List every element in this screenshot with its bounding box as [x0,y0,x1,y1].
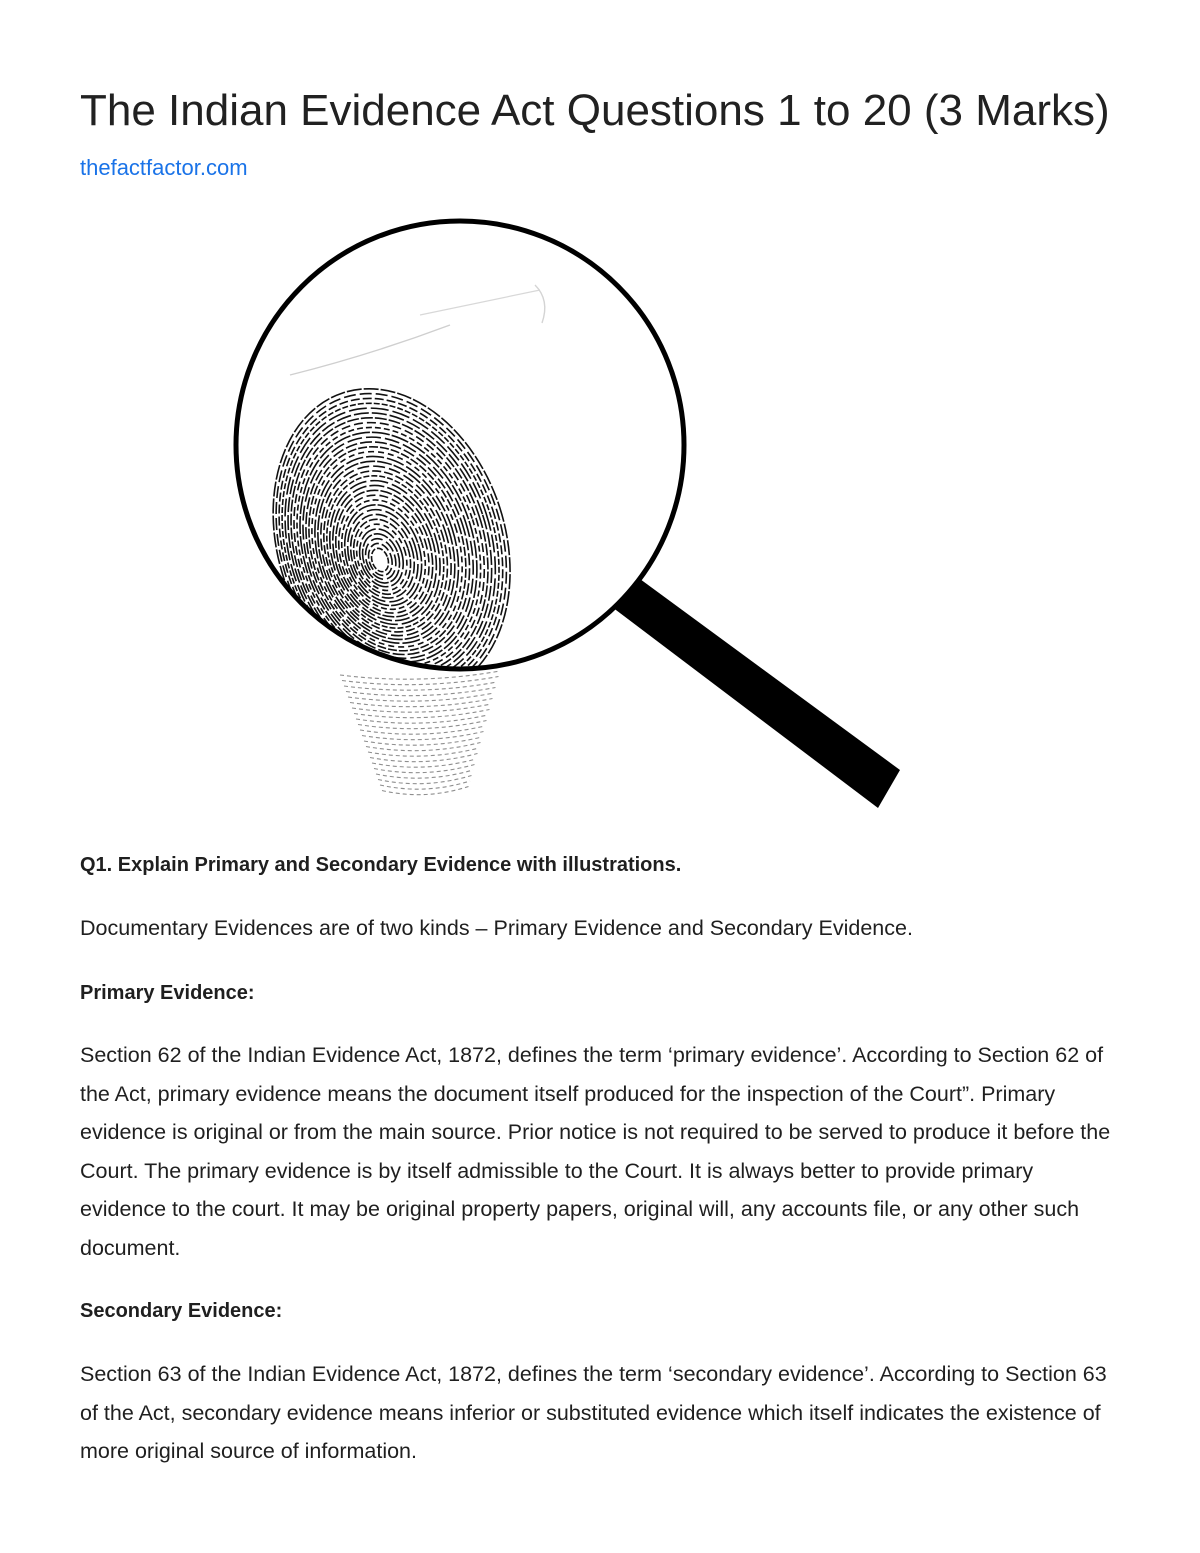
secondary-evidence-paragraph: Section 63 of the Indian Evidence Act, 1872, defines the term ‘secondary evidence’. According to Section 63 of the Act, secondary evidence means inferior or substituted evidence which itself indicates the existence of more original source of information. [80,1362,1107,1464]
page-title: The Indian Evidence Act Questions 1 to 20 (3 Marks) [80,86,1110,135]
question-heading: Q1. Explain Primary and Secondary Evidence with illustrations. [80,854,682,876]
secondary-evidence-heading: Secondary Evidence: [80,1300,283,1322]
lens-ring [236,221,684,669]
source-link[interactable]: thefactfactor.com [80,155,248,180]
primary-evidence-heading: Primary Evidence: [80,982,255,1004]
fingerprint-trail [340,671,500,795]
magnifier-handle [612,579,900,808]
primary-evidence-paragraph: Section 62 of the Indian Evidence Act, 1872, defines the term ‘primary evidence’. According to Section 62 of the Act, primary evidence means the document itself produced for the inspection of the Court”. Primary evidence is original or from the main source. Prior notice is not required to be served to produce it before the Court. The primary evidence is by itself admissible to the Court. It is always better to provide primary evidence to the court. It may be original property papers, original will, any accounts file, or any other such document. [80,1043,1111,1260]
intro-paragraph: Documentary Evidences are of two kinds – Primary Evidence and Secondary Evidence. [80,916,913,940]
magnifying-glass-fingerprint-illustration [220,205,980,825]
